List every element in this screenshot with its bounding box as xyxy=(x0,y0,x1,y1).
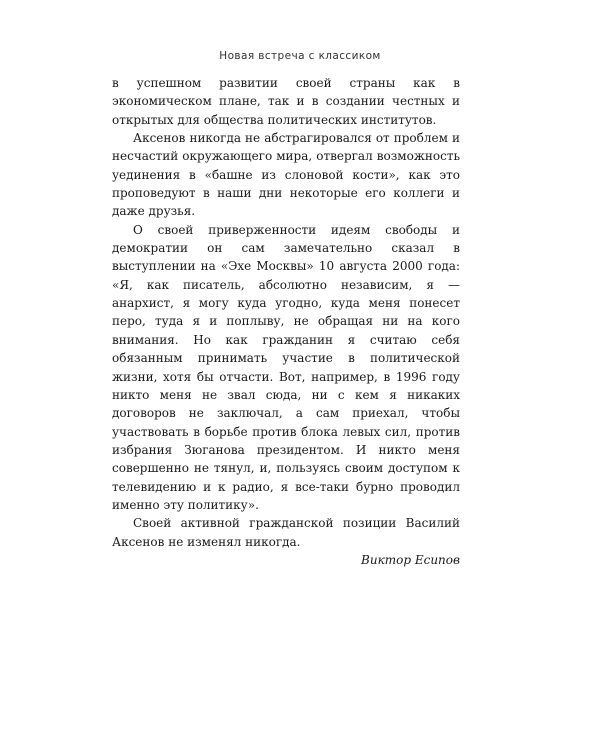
author-signature: Виктор Есипов xyxy=(361,552,460,567)
paragraph-continued: в успешном развитии своей страны как в экономическом плане, так и в создании честных и открытых для общества политических институтов. xyxy=(112,76,460,127)
body-text xyxy=(112,74,460,569)
paragraph: Аксенов никогда не абстрагировался от проблем и несчастий окружающего мира, отвергал возможность уединения в «башне из слоновой кости», как это проповедуют в наши дни некоторые его коллеги и даже друзья. xyxy=(112,131,460,219)
paragraph: Своей активной гражданской позиции Василий Аксенов не изменял никогда. xyxy=(112,516,460,549)
running-header: Новая встреча с классиком xyxy=(219,50,381,62)
paragraph: О своей приверженности идеям свободы и демократии он сам замечательно сказал в выступлении на «Эхе Москвы» 10 августа 2000 года: «Я, как писатель, абсолютно независим, я — анархист, я могу куда угодно, куда меня понесет перо, туда я и поплыву, не обращая ни на кого внимания. Но как гражданин я считаю себя обязанным принимать участие в политической жизни, хотя бы отчасти. Вот, например, в 1996 году никто меня не звал сюда, ни с кем я никаких договоров не заключал, а сам приехал, чтобы участвовать в борьбе против блока левых сил, против избрания Зюганова президентом. И никто меня совершенно не тянул, и, пользуясь своим доступом к телевидению и к радио, я все-таки бурно проводил именно эту политику». xyxy=(112,222,460,512)
